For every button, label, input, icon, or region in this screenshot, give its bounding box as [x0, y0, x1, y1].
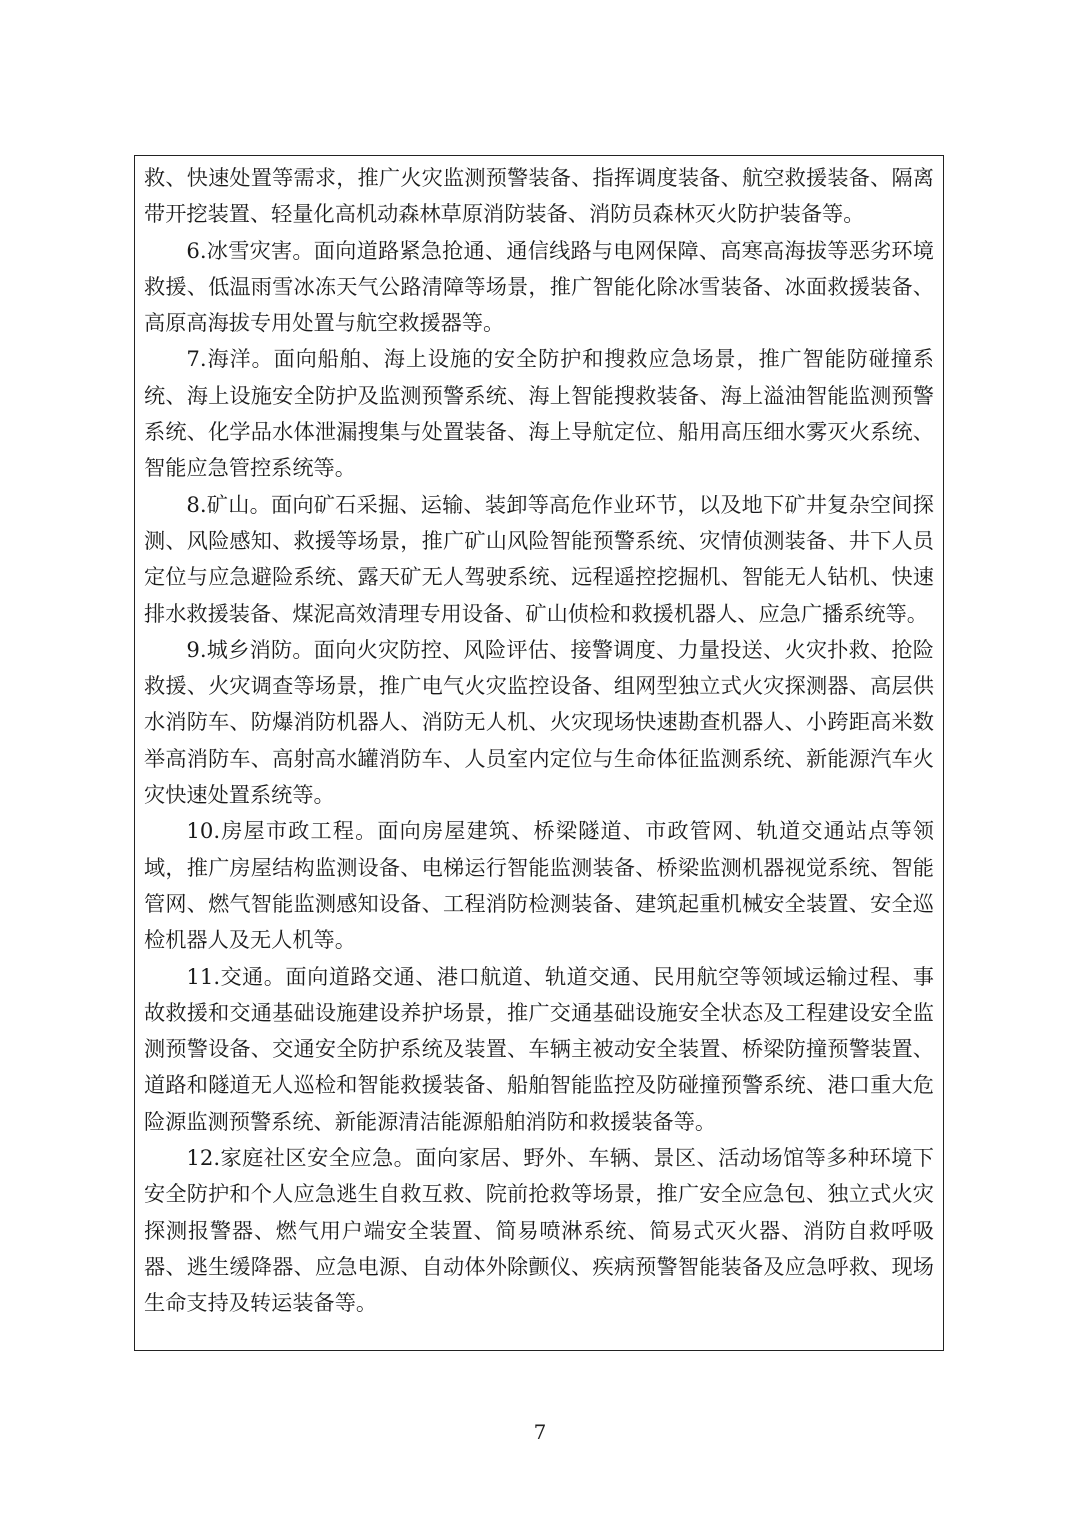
paragraph-transportation: 11.交通。面向道路交通、港口航道、轨道交通、民用航空等领域运输过程、事故救援和交通基础设施建设养护场景，推广交通基础设施安全状态及工程建设安全监测预警设备、交通安全防护系统及装置、车辆主被动安全装置、桥梁防撞预警装置、道路和隧道无人巡检和智能救援装备、船舶智能监控及防碰撞预警系统、港口重大危险源监测预警系统、新能源清洁能源船舶消防和救援装备等。 [144, 963, 934, 1134]
paragraph-ocean: 7.海洋。面向船舶、海上设施的安全防护和搜救应急场景，推广智能防碰撞系统、海上设施安全防护及监测预警系统、海上智能搜救装备、海上溢油智能监测预警系统、化学品水体泄漏搜集与处置装备、海上导航定位、船用高压细水雾灭火系统、智能应急管控系统等。 [144, 346, 934, 481]
paragraph-continuation: 救、快速处置等需求，推广火灾监测预警装备、指挥调度装备、航空救援装备、隔离带开挖装置、轻量化高机动森林草原消防装备、消防员森林灭火防护装备等。 [144, 165, 934, 227]
paragraph-housing-municipal: 10.房屋市政工程。面向房屋建筑、桥梁隧道、市政管网、轨道交通站点等领域，推广房屋结构监测设备、电梯运行智能监测装备、桥梁监测机器视觉系统、智能管网、燃气智能监测感知设备、工程消防检测装备、建筑起重机械安全装置、安全巡检机器人及无人机等。 [144, 818, 934, 953]
paragraph-ice-snow-disaster: 6.冰雪灾害。面向道路紧急抢通、通信线路与电网保障、高寒高海拔等恶劣环境救援、低温雨雪冰冻天气公路清障等场景，推广智能化除冰雪装备、冰面救援装备、高原高海拔专用处置与航空救援器等。 [144, 237, 934, 336]
page-number: 7 [533, 1420, 547, 1444]
paragraph-household-community: 12.家庭社区安全应急。面向家居、野外、车辆、景区、活动场馆等多种环境下安全防护和个人应急逃生自救互救、院前抢救等场景，推广安全应急包、独立式火灾探测报警器、燃气用户端安全装置、简易喷淋系统、简易式灭火器、消防自救呼吸器、逃生缓降器、应急电源、自动体外除颤仪、疾病预警智能装备及应急呼救、现场生命支持及转运装备等。 [144, 1145, 934, 1316]
paragraph-mining: 8.矿山。面向矿石采掘、运输、装卸等高危作业环节，以及地下矿井复杂空间探测、风险感知、救援等场景，推广矿山风险智能预警系统、灾情侦测装备、井下人员定位与应急避险系统、露天矿无人驾驶系统、远程遥控挖掘机、智能无人钻机、快速排水救援装备、煤泥高效清理专用设备、矿山侦检和救援机器人、应急广播系统等。 [144, 491, 934, 626]
document-frame [134, 155, 944, 1351]
paragraph-urban-rural-fire: 9.城乡消防。面向火灾防控、风险评估、接警调度、力量投送、火灾扑救、抢险救援、火灾调查等场景，推广电气火灾监控设备、组网型独立式火灾探测器、高层供水消防车、防爆消防机器人、消防无人机、火灾现场快速勘查机器人、小跨距高米数举高消防车、高射高水罐消防车、人员室内定位与生命体征监测系统、新能源汽车火灾快速处置系统等。 [144, 636, 934, 808]
